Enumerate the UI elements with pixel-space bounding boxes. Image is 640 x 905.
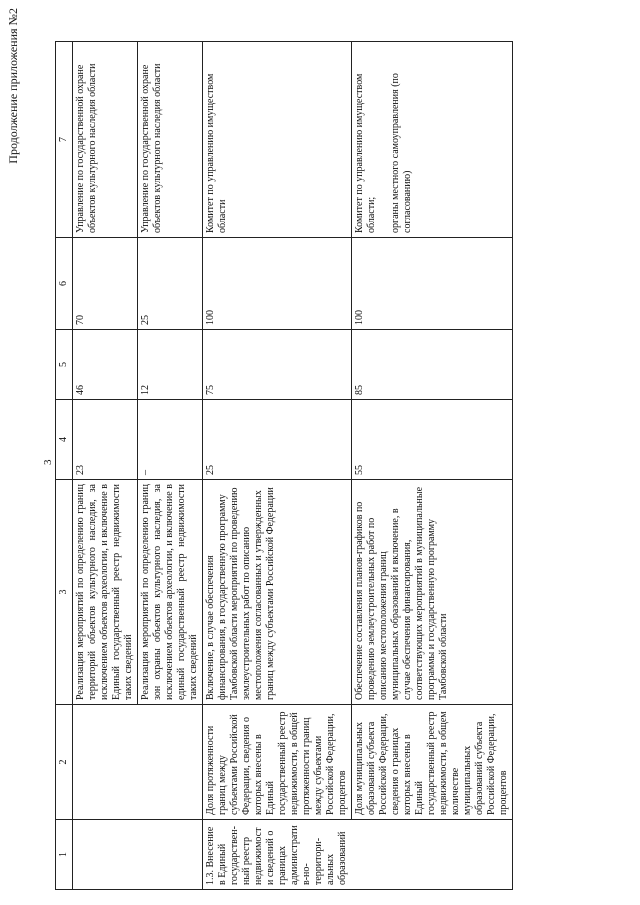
column-header: 2 — [56, 705, 73, 820]
table-cell: Обеспечение составления планов-графиков по проведению землеустроительных работ по описанию местоположения границ муниципальных образований и включение, в случае обеспечения финансирования, соответствующих мероприятий в муниципальные программы и государственную программу Тамбовской области — [352, 480, 513, 705]
table-row — [203, 42, 352, 890]
table-cell: 70 — [73, 238, 138, 330]
table-cell: Реализация мероприятий по определению границ зон охраны объектов культурного наследия, за исключением объектов археологии, и включение в единый государственный реестр недвижимости таких сведений — [138, 480, 203, 705]
page-number: 3 — [42, 459, 54, 465]
table-cell: 1.3. Внесение в Единый государствен-ный реестр недвижимости сведений о границах административ-но-территори-альных образований — [203, 820, 513, 890]
table-cell: 75 — [203, 330, 352, 400]
table-cell: 85 — [352, 330, 513, 400]
table-row — [73, 42, 138, 890]
column-header: 1 — [56, 820, 73, 890]
table-cell — [73, 705, 203, 820]
table-cell: Реализация мероприятий по определению границ территорий объектов культурного наследия, за исключением объектов археологии, и включение в Единый государственный реестр недвижимости таких сведений — [73, 480, 138, 705]
column-header: 3 — [56, 480, 73, 705]
data-table — [55, 41, 513, 890]
column-header: 7 — [56, 42, 73, 238]
column-header: 4 — [56, 400, 73, 480]
table-cell: 25 — [203, 400, 352, 480]
column-header: 5 — [56, 330, 73, 400]
table-cell: Доля протяженности границ между субъектами Российской Федерации, сведения о которых внесены в Единый государственный реестр недвижимости, в общей протяженности границ между субъектами Российской Федерации, процентов — [203, 705, 352, 820]
table-cell: 100 — [352, 238, 513, 330]
cell-paragraph: органы местного самоуправления (по согласованию) — [390, 73, 413, 233]
table-cell: 25 — [138, 238, 203, 330]
cell-paragraph: Комитет по управлению имуществом области; — [354, 73, 377, 233]
appendix-note: Продолжение приложения №2 — [6, 8, 20, 164]
table-cell: 23 — [73, 400, 138, 480]
table-cell — [352, 42, 513, 238]
table-cell: Управление по государственной охране объектов культурного наследия области — [138, 42, 203, 238]
table-cell: 55 — [352, 400, 513, 480]
table-cell: Управление по государственной охране объектов культурного наследия области — [73, 42, 138, 238]
table-cell: Комитет по управлению имуществом области — [203, 42, 352, 238]
table-cell: 46 — [73, 330, 138, 400]
table-cell: Доля муниципальных образований субъекта Российской Федерации, сведения о границах которых внесены в Единый государственный реестр недвижимости, в общем количестве муниципальных образований субъекта Российской Федерации, процентов — [352, 705, 513, 820]
header-row — [56, 42, 73, 890]
column-header: 6 — [56, 238, 73, 330]
table-cell: – — [138, 400, 203, 480]
table-cell: Включение, в случае обеспечения финансирования, в государственную программу Тамбовской области мероприятий по проведению землеустроительных работ по описанию местоположения согласованных и утвержденных границ между субъектами Российской Федерации — [203, 480, 352, 705]
table-row — [352, 42, 513, 890]
table-cell — [73, 820, 203, 890]
table-cell: 100 — [203, 238, 352, 330]
table-cell: 12 — [138, 330, 203, 400]
